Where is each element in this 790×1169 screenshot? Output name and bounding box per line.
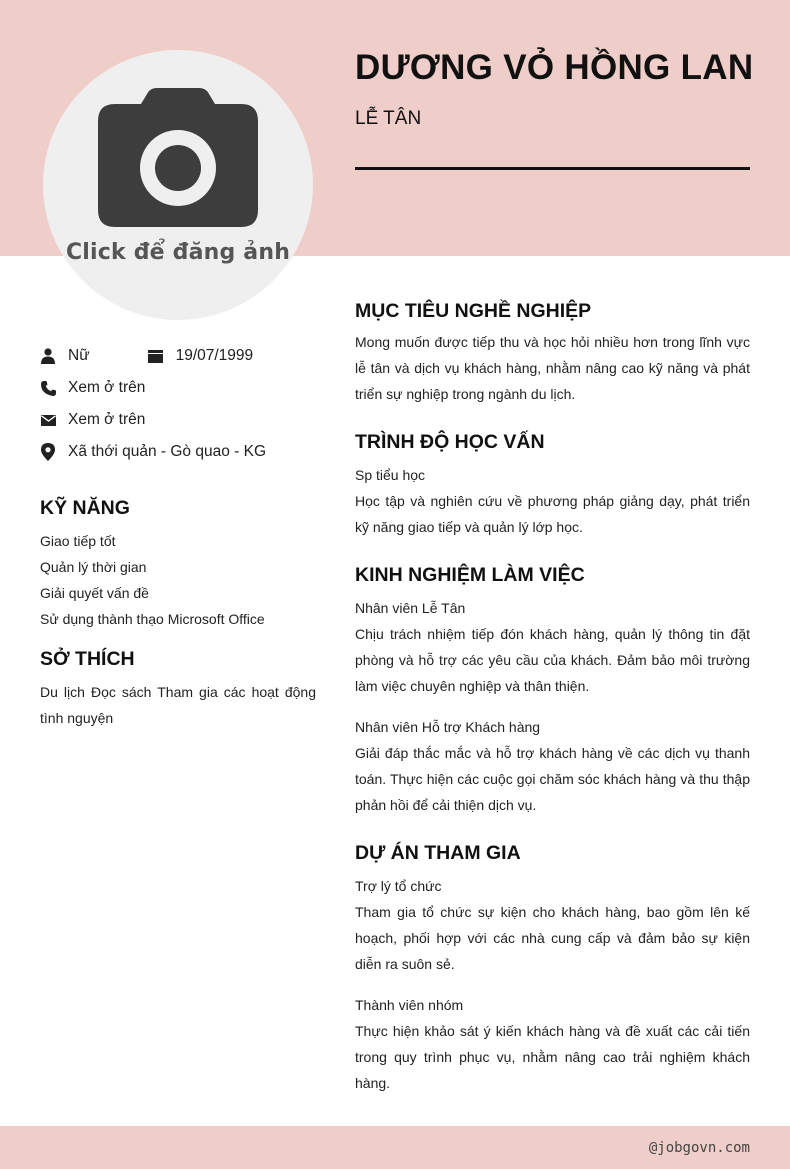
calendar-icon <box>148 348 164 364</box>
address-row <box>40 436 316 468</box>
project-role: Trợ lý tổ chức <box>355 878 442 894</box>
left-column <box>40 340 316 731</box>
projects-title: DỰ ÁN THAM GIA <box>355 842 521 864</box>
right-column <box>355 300 750 1096</box>
skill-item: Giải quyết vấn đề <box>40 585 149 601</box>
email-value: Xem ở trên <box>68 411 146 428</box>
email-row <box>40 404 316 436</box>
dob-value: 19/07/1999 <box>175 347 254 364</box>
camera-icon <box>95 88 261 230</box>
mail-icon <box>40 412 56 428</box>
candidate-name: DƯƠNG VỎ HỒNG LAN <box>355 48 754 87</box>
phone-value: Xem ở trên <box>68 379 146 396</box>
experience-role: Nhân viên Hỗ trợ Khách hàng <box>355 719 541 735</box>
avatar-upload[interactable] <box>43 50 313 320</box>
gender-dob-row <box>40 340 316 372</box>
project-text: Thực hiện khảo sát ý kiến khách hàng và đề xuất các cải tiến trong quy trình phục vụ, nhằm nâng cao trải nghiệm khách hàng. <box>355 1023 750 1091</box>
project-item <box>355 873 750 977</box>
experience-text: Giải đáp thắc mắc và hỗ trợ khách hàng về các dịch vụ thanh toán. Thực hiện các cuộc gọi chăm sóc khách hàng và thu thập phản hồi để cải thiện dịch vụ. <box>355 745 750 813</box>
experience-item <box>355 595 750 699</box>
experience-text: Chịu trách nhiệm tiếp đón khách hàng, quản lý thông tin đặt phòng và hỗ trợ các yêu cầu của khách. Đảm bảo môi trường làm việc chuyên nghiệp và thân thiện. <box>355 626 750 694</box>
hobbies-title: SỞ THÍCH <box>40 648 135 670</box>
skills-list <box>40 528 316 632</box>
education-text: Học tập và nghiên cứu về phương pháp giảng dạy, phát triển kỹ năng giao tiếp và quản lý lớp học. <box>355 493 750 535</box>
phone-icon <box>40 380 56 396</box>
skill-item: Quản lý thời gian <box>40 559 147 575</box>
avatar-caption: Click để đăng ảnh <box>65 240 291 265</box>
person-icon <box>40 348 56 364</box>
project-item <box>355 992 750 1096</box>
experience-title: KINH NGHIỆM LÀM VIỆC <box>355 564 585 586</box>
location-pin-icon <box>40 444 56 460</box>
objective-text: Mong muốn được tiếp thu và học hỏi nhiều hơn trong lĩnh vực lễ tân và dịch vụ khách hàng, nhằm nâng cao kỹ năng và phát triển sự nghiệp trong ngành du lịch. <box>355 334 750 402</box>
phone-row <box>40 372 316 404</box>
job-title: LỄ TÂN <box>355 108 422 129</box>
education-school: Sp tiểu học <box>355 467 426 483</box>
skill-item: Sử dụng thành thạo Microsoft Office <box>40 611 265 627</box>
project-role: Thành viên nhóm <box>355 997 464 1013</box>
title-divider <box>355 167 750 170</box>
address-value: Xã thới quản - Gò quao - KG <box>68 443 266 460</box>
gender-value: Nữ <box>68 347 90 364</box>
education-title: TRÌNH ĐỘ HỌC VẤN <box>355 431 545 453</box>
footer-watermark: @jobgovn.com <box>648 1140 750 1156</box>
hobbies-text: Du lịch Đọc sách Tham gia các hoạt động tình nguyện <box>40 684 316 726</box>
project-text: Tham gia tổ chức sự kiện cho khách hàng, bao gồm lên kế hoạch, phối hợp với các nhà cung cấp và đảm bảo sự kiện diễn ra suôn sẻ. <box>355 904 750 972</box>
objective-title: MỤC TIÊU NGHỀ NGHIỆP <box>355 300 592 322</box>
skills-title: KỸ NĂNG <box>40 497 130 519</box>
skill-item: Giao tiếp tốt <box>40 533 116 549</box>
experience-item <box>355 714 750 818</box>
experience-role: Nhân viên Lễ Tân <box>355 600 466 616</box>
